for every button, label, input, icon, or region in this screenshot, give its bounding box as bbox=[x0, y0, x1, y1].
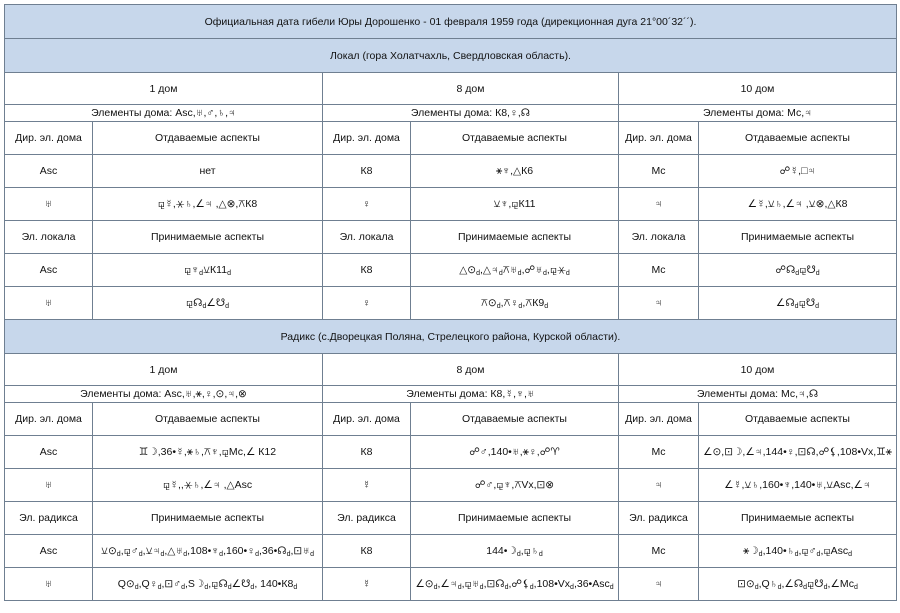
aspects-cell: ⚺♆,⚼К11 bbox=[411, 188, 619, 221]
house-elements: Элементы дома: К8,☿,♆,♅ bbox=[323, 386, 619, 403]
directed-row bbox=[5, 436, 897, 469]
directed-row bbox=[5, 469, 897, 502]
element-cell: Мс bbox=[619, 436, 699, 469]
element-cell: К8 bbox=[323, 535, 411, 568]
house-elements: Элементы дома: К8,♀,☊ bbox=[323, 105, 619, 122]
house-name-row bbox=[5, 73, 897, 105]
house-elements: Элементы дома: Мс,♃,☊ bbox=[619, 386, 897, 403]
column-header-aspects: Отдаваемые аспекты bbox=[699, 122, 897, 155]
aspects-cell: $⊡⊙_d,Q♄_d,\angle☊_d⚼☋_d,\angle Мс_d$ bbox=[699, 568, 897, 601]
aspects-cell: ∠☿,⚺♄,160•♆,140•♅,⚺Asc,∠♃ bbox=[699, 469, 897, 502]
column-header-element: Эл. радикса bbox=[5, 502, 93, 535]
table-title: Официальная дата гибели Юры Дорошенко - 01 февраля 1959 года (дирекционная дуга 21°00´32´´). bbox=[5, 5, 897, 39]
column-header-element: Эл. локала bbox=[5, 221, 93, 254]
element-cell: Asc bbox=[5, 254, 93, 287]
received-row bbox=[5, 287, 897, 320]
received-row bbox=[5, 254, 897, 287]
aspects-cell: $⚻⊙_d,⚻♀_d,⚻К9_d$ bbox=[411, 287, 619, 320]
column-header-element: Дир. эл. дома bbox=[5, 122, 93, 155]
aspects-cell: $⚼♆_d⚺К11_d$ bbox=[93, 254, 323, 287]
aspects-cell: $☍☊_d⚼☋_d$ bbox=[699, 254, 897, 287]
column-header-element: Дир. эл. дома bbox=[619, 403, 699, 436]
received-row bbox=[5, 568, 897, 601]
section-heading: Радикс (с.Дворецкая Поляна, Стрелецкого района, Курской области). bbox=[5, 320, 897, 354]
column-header-element: Эл. локала bbox=[619, 221, 699, 254]
element-cell: ☿ bbox=[323, 469, 411, 502]
column-header-aspects: Принимаемые аспекты bbox=[93, 502, 323, 535]
aspects-cell: $⚺⊙_d,⚼♂_d,⚺♃_d,\triangle♅_d,108•♆_d,160•♀_d,36•☊_d,⊡♅_d$ bbox=[93, 535, 323, 568]
directions-table bbox=[4, 4, 897, 601]
aspects-cell: $Q⊙_d,Q♀_d,⊡♂_d,S☽_d,⚼☊_d\angle☋_d$, $140•К8_d$ bbox=[93, 568, 323, 601]
column-header-aspects: Отдаваемые аспекты bbox=[411, 122, 619, 155]
aspects-cell: $\angle☊_d⚼☋_d$ bbox=[699, 287, 897, 320]
section-heading-row bbox=[5, 320, 897, 354]
aspects-cell: ☍♂,140•♅,⚹♀,☍♈ bbox=[411, 436, 619, 469]
element-cell: ♅ bbox=[5, 287, 93, 320]
element-cell: ♃ bbox=[619, 469, 699, 502]
element-cell: Asc bbox=[5, 155, 93, 188]
aspects-cell: ⚼☿,,⚹♄,∠♃ ,△Asc bbox=[93, 469, 323, 502]
aspects-cell: ⚼☿,⚹♄,∠♃ ,△⊗,⚻К8 bbox=[93, 188, 323, 221]
section-heading-row bbox=[5, 39, 897, 73]
house-name: 1 дом bbox=[5, 73, 323, 105]
column-header-aspects: Отдаваемые аспекты bbox=[93, 403, 323, 436]
element-cell: ♅ bbox=[5, 568, 93, 601]
column-header-element: Дир. эл. дома bbox=[619, 122, 699, 155]
element-cell: ♅ bbox=[5, 188, 93, 221]
column-header-aspects: Принимаемые аспекты bbox=[699, 502, 897, 535]
element-cell: К8 bbox=[323, 254, 411, 287]
house-elements-row bbox=[5, 386, 897, 403]
astro-table-sheet bbox=[4, 4, 896, 601]
column-header-element: Эл. радикса bbox=[323, 502, 411, 535]
house-name-row bbox=[5, 354, 897, 386]
element-cell: ♅ bbox=[5, 469, 93, 502]
directed-row bbox=[5, 188, 897, 221]
house-name: 1 дом bbox=[5, 354, 323, 386]
column-header-element: Эл. локала bbox=[323, 221, 411, 254]
column-header-element: Дир. эл. дома bbox=[323, 122, 411, 155]
aspects-cell: $⚼☊_d\angle☋_d$ bbox=[93, 287, 323, 320]
house-name: 8 дом bbox=[323, 73, 619, 105]
aspects-cell: ☍♂,⚼♆,⚻Vx,⊡⊗ bbox=[411, 469, 619, 502]
aspects-cell: ∠☿,⚺♄,∠♃ ,⚺⊗,△К8 bbox=[699, 188, 897, 221]
column-header-element: Эл. радикса bbox=[619, 502, 699, 535]
element-cell: ♀ bbox=[323, 188, 411, 221]
element-cell: Мс bbox=[619, 254, 699, 287]
received-header-row bbox=[5, 502, 897, 535]
column-header-aspects: Принимаемые аспекты bbox=[411, 502, 619, 535]
column-header-element: Дир. эл. дома bbox=[5, 403, 93, 436]
title-row bbox=[5, 5, 897, 39]
house-name: 10 дом bbox=[619, 354, 897, 386]
column-header-aspects: Принимаемые аспекты bbox=[411, 221, 619, 254]
element-cell: Мс bbox=[619, 155, 699, 188]
house-elements: Элементы дома: Мс,♃ bbox=[619, 105, 897, 122]
column-header-aspects: Принимаемые аспекты bbox=[699, 221, 897, 254]
received-row bbox=[5, 535, 897, 568]
element-cell: К8 bbox=[323, 155, 411, 188]
element-cell: ♃ bbox=[619, 188, 699, 221]
column-header-aspects: Отдаваемые аспекты bbox=[411, 403, 619, 436]
house-elements-row bbox=[5, 105, 897, 122]
aspects-cell: ♊☽,36•☿,⚹♄,⚻♆,⚼Мс,∠ К12 bbox=[93, 436, 323, 469]
element-cell: К8 bbox=[323, 436, 411, 469]
element-cell: ☿ bbox=[323, 568, 411, 601]
aspects-cell: $\angle⊙_d,\angle♃_d,⚼♅_d,⊡☊_d,☍⚸_d,108•Vx_d,36•Asc_d$ bbox=[411, 568, 619, 601]
aspects-cell: $⚹☽_d,140•♄_d,⚼♂_d,⚼Asc_d$ bbox=[699, 535, 897, 568]
house-name: 10 дом bbox=[619, 73, 897, 105]
received-header-row bbox=[5, 221, 897, 254]
column-header-aspects: Принимаемые аспекты bbox=[93, 221, 323, 254]
element-cell: ♀ bbox=[323, 287, 411, 320]
column-header-aspects: Отдаваемые аспекты bbox=[93, 122, 323, 155]
element-cell: Asc bbox=[5, 535, 93, 568]
section-heading: Локал (гора Холатчахль, Свердловская область). bbox=[5, 39, 897, 73]
column-header-element: Дир. эл. дома bbox=[323, 403, 411, 436]
aspects-cell: ∠⊙,⊡☽,∠♃,144•♀,⊡☊,☍⚸,108•Vx,♊⚹ bbox=[699, 436, 897, 469]
directed-header-row bbox=[5, 403, 897, 436]
aspects-cell: ☍☿,□♃ bbox=[699, 155, 897, 188]
house-elements: Элементы дома: Asc,♅,♂,♄,♃ bbox=[5, 105, 323, 122]
element-cell: Asc bbox=[5, 436, 93, 469]
aspects-cell: $144•☽_d,⚼♄_d$ bbox=[411, 535, 619, 568]
house-elements: Элементы дома: Asc,♅,⚹,♀,⊙,♃,⊗ bbox=[5, 386, 323, 403]
aspects-cell: нет bbox=[93, 155, 323, 188]
element-cell: Мс bbox=[619, 535, 699, 568]
directed-row bbox=[5, 155, 897, 188]
house-name: 8 дом bbox=[323, 354, 619, 386]
aspects-cell: ⚹♆,△К6 bbox=[411, 155, 619, 188]
element-cell: ♃ bbox=[619, 287, 699, 320]
element-cell: ♃ bbox=[619, 568, 699, 601]
directed-header-row bbox=[5, 122, 897, 155]
column-header-aspects: Отдаваемые аспекты bbox=[699, 403, 897, 436]
aspects-cell: $\triangle⊙_d,\triangle♃_d⚻♅_d,☍♅_d,⚼⚹_d$ bbox=[411, 254, 619, 287]
